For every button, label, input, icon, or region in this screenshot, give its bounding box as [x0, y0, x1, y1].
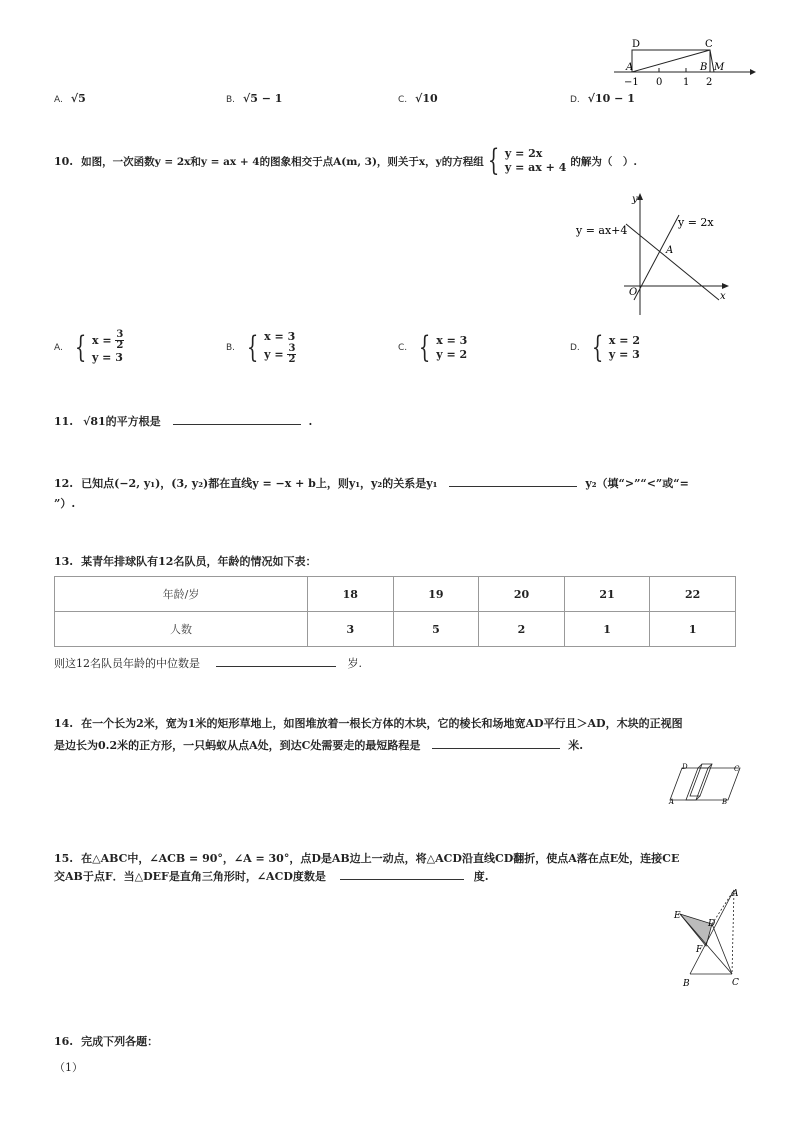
q10-origin-label: O — [629, 287, 638, 298]
q10-option-b[interactable] — [226, 330, 296, 365]
q10-option-d[interactable] — [570, 330, 640, 365]
q10-stem — [54, 143, 638, 178]
q10-text-after: 的解为（ ）. — [570, 155, 638, 168]
table-cell: 5 — [393, 612, 479, 647]
option-system — [243, 330, 296, 365]
q9-label-M: M — [714, 62, 725, 73]
q12-answer-blank[interactable] — [449, 474, 577, 487]
option-label: C. — [398, 95, 408, 105]
q9-tick-neg1: −1 — [624, 77, 639, 88]
q10-text-before: 如图，一次函数y = 2x和y = ax + 4的图象相交于点A(m, 3)，则关于x，y的方程组 — [81, 155, 484, 168]
brace-icon: { — [418, 330, 431, 365]
q13-after-text: 则这12名队员年龄的中位数是 — [54, 657, 200, 670]
option-label: C. — [398, 343, 408, 353]
table-cell: 2 — [479, 612, 565, 647]
q14-label-D: D — [682, 763, 688, 771]
q14-line2 — [54, 736, 583, 753]
option-label: B. — [226, 95, 236, 105]
q13-followup — [54, 654, 362, 671]
table-cell: 19 — [393, 577, 479, 612]
q12-line2: ”）. — [54, 497, 76, 510]
table-cell: 22 — [650, 577, 736, 612]
table-cell: 21 — [564, 577, 650, 612]
q9-label-A: A — [626, 62, 634, 73]
q14-label-B: B — [722, 798, 728, 806]
option-line-y: y = 3 — [608, 348, 640, 361]
option-line-y — [264, 344, 296, 365]
q10-point-label: A — [666, 245, 674, 256]
q15-line1 — [54, 850, 679, 866]
option-label: D. — [570, 95, 580, 105]
q13-stem — [54, 553, 316, 569]
q15-number: 15. — [54, 852, 74, 865]
q15-label-B: B — [683, 979, 690, 989]
fraction-denominator: 2 — [116, 340, 124, 351]
table-cell: 3 — [308, 612, 394, 647]
q10-system — [484, 143, 567, 178]
brace-icon: { — [74, 329, 87, 365]
option-x-prefix: x = — [91, 333, 112, 347]
option-value: √10 − 1 — [587, 92, 635, 105]
option-label: D. — [570, 343, 580, 353]
q15-figure — [668, 886, 748, 992]
q9-option-d[interactable] — [570, 92, 635, 105]
q16 — [54, 1033, 158, 1049]
q10-option-a[interactable] — [54, 330, 124, 365]
option-line-y: y = 2 — [436, 348, 468, 361]
option-line-x — [92, 330, 124, 351]
q13-table — [54, 576, 736, 647]
option-value: √5 − 1 — [243, 92, 283, 105]
q10-number: 10. — [54, 154, 74, 168]
q15-label-D: D — [708, 919, 716, 929]
q14-text-2: 是边长为0.2米的正方形，一只蚂蚁从点A处，到达C处需要走的最短路程是 — [54, 739, 421, 752]
q14-figure — [668, 760, 748, 806]
q16-sub-1: （1） — [54, 1061, 83, 1074]
q12 — [54, 474, 689, 491]
q16-number: 16. — [54, 1035, 74, 1048]
q9-tick-0: 0 — [656, 77, 663, 88]
q13-answer-blank[interactable] — [216, 654, 336, 667]
q13-unit: 岁. — [347, 657, 362, 670]
q15-label-F: F — [696, 945, 703, 955]
q9-figure — [610, 36, 760, 92]
q9-option-a[interactable] — [54, 92, 86, 105]
q15-text-2: 交AB于点F．当△DEF是直角三角形时，∠ACD度数是 — [54, 870, 326, 883]
q15-line2 — [54, 867, 489, 884]
q14-label-C: C — [734, 765, 740, 773]
option-fraction — [115, 330, 124, 351]
q11-end: . — [308, 415, 313, 428]
option-system — [71, 330, 125, 365]
option-y-prefix: y = — [264, 347, 284, 361]
q12-number: 12. — [54, 477, 74, 490]
brace-icon: { — [246, 329, 259, 365]
table-header-count: 人数 — [55, 612, 308, 647]
q13-text: 某青年排球队有12名队员，年龄的情况如下表： — [81, 555, 317, 568]
q15-label-A: A — [732, 889, 739, 899]
q9-label-D: D — [632, 39, 641, 50]
q14-answer-blank[interactable] — [432, 736, 560, 749]
q15-label-C: C — [732, 978, 739, 988]
option-label: B. — [226, 342, 236, 353]
q14-label-A: A — [669, 798, 675, 806]
table-header-age: 年龄/岁 — [55, 577, 308, 612]
q16-text: 完成下列各题： — [81, 1035, 159, 1048]
q9-tick-1: 1 — [683, 77, 690, 88]
option-label: A. — [54, 342, 63, 353]
option-line-x: x = 2 — [608, 334, 640, 347]
option-system — [415, 330, 468, 365]
q14-unit: 米. — [568, 739, 584, 752]
q15-answer-blank[interactable] — [340, 867, 464, 880]
q10-option-c[interactable] — [398, 330, 468, 365]
fraction-numerator: 3 — [288, 343, 296, 354]
table-cell: 1 — [564, 612, 650, 647]
q9-option-b[interactable] — [226, 92, 282, 105]
brace-icon: { — [487, 143, 500, 178]
q10-system-line-2: y = ax + 4 — [504, 161, 567, 174]
option-label: A. — [54, 95, 63, 105]
q15-text-1: 在△ABC中，∠ACB = 90°，∠A = 30°，点D是AB边上一动点，将△ACD沿直线CD翻折，使点A落在点E处，连接CE — [81, 852, 680, 865]
option-system — [588, 330, 640, 365]
q10-line2-label: y = ax+4 — [576, 224, 628, 237]
q9-label-C: C — [705, 39, 713, 50]
fraction-denominator: 2 — [288, 354, 296, 365]
q14-text-1: 在一个长为2米，宽为1米的矩形草地上，如图堆放着一根长方体的木块，它的棱长和场地宽AD平行且＞AD，木块的正视图 — [81, 717, 683, 730]
table-cell: 18 — [308, 577, 394, 612]
fraction-numerator: 3 — [116, 329, 124, 340]
q11-answer-blank[interactable] — [173, 412, 301, 425]
q11 — [54, 412, 312, 429]
option-fraction — [287, 344, 296, 365]
table-cell: 20 — [479, 577, 565, 612]
q10-figure — [574, 190, 744, 320]
q15-label-E: E — [674, 911, 681, 921]
option-line-x: x = 3 — [264, 330, 296, 343]
q15-unit: 度. — [473, 870, 489, 883]
q13-number: 13. — [54, 555, 74, 568]
option-value: √10 — [415, 92, 438, 105]
q11-text: √81的平方根是 — [83, 415, 161, 428]
q10-system-line-1: y = 2x — [504, 147, 543, 160]
table-cell: 1 — [650, 612, 736, 647]
table-row — [55, 612, 736, 647]
q9-option-c[interactable] — [398, 92, 438, 105]
q14-number: 14. — [54, 717, 74, 730]
q12-after: y₂（填“>”“<”或“= — [585, 477, 689, 490]
q12-text: 已知点(−2, y₁)，(3, y₂)都在直线y = −x + b上，则y₁，y₂的关系是y₁ — [81, 477, 438, 490]
q9-tick-2: 2 — [706, 77, 713, 88]
option-value: √5 — [70, 92, 86, 105]
q9-label-B: B — [700, 62, 708, 73]
option-line-x: x = 3 — [436, 334, 468, 347]
q14-line1 — [54, 715, 683, 731]
brace-icon: { — [591, 330, 604, 365]
q10-yaxis-label: y — [632, 194, 638, 205]
q11-number: 11. — [54, 415, 74, 428]
table-row — [55, 577, 736, 612]
q10-xaxis-label: x — [720, 291, 726, 302]
q10-line1-label: y = 2x — [678, 216, 714, 229]
option-line-y: y = 3 — [91, 351, 123, 364]
